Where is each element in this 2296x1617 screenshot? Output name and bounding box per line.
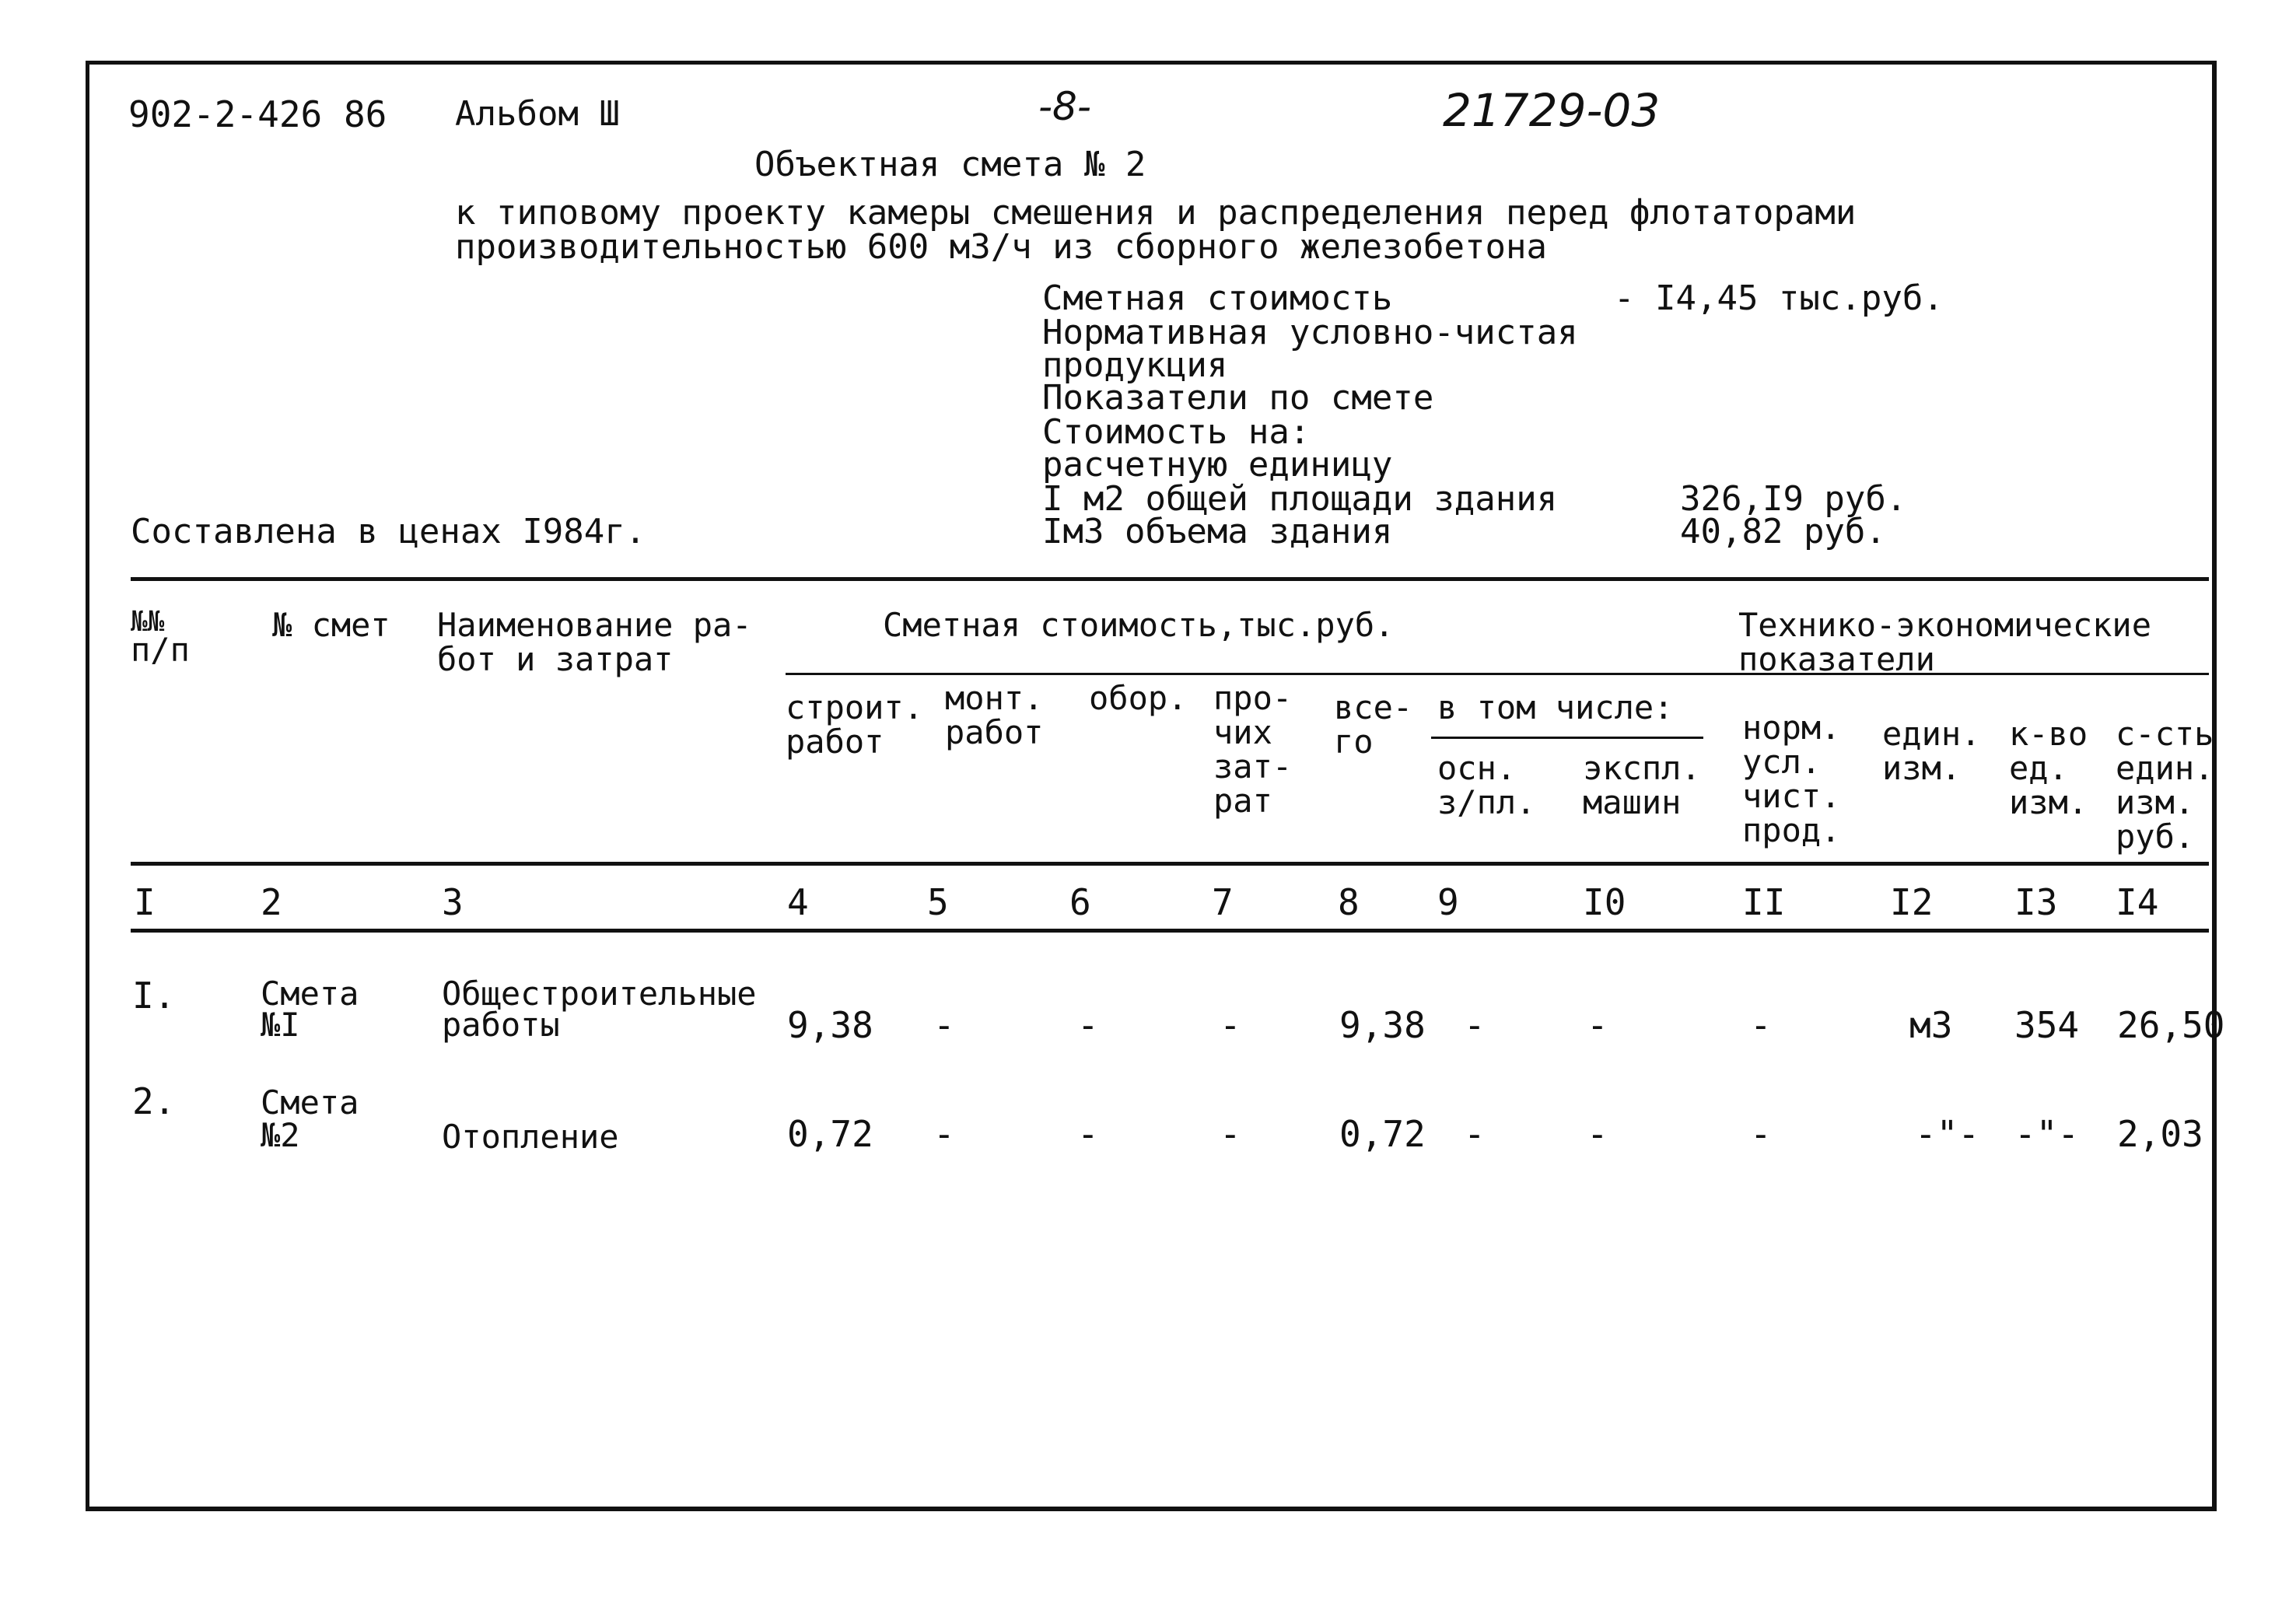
- row-mach: -: [1587, 1113, 1608, 1155]
- row-norm: -: [1750, 1004, 1772, 1046]
- unit-label: расчетную единицу: [1042, 445, 1393, 485]
- row-other: -: [1220, 1004, 1241, 1046]
- header-other-3: зат-: [1213, 747, 1293, 786]
- row-qty: 354: [2014, 1004, 2080, 1046]
- header-qty-2: ед.: [2009, 749, 2068, 787]
- header-ucost-2: един.: [2116, 749, 2214, 787]
- header-wage-1: осн.: [1437, 749, 1517, 787]
- project-description-line-1: к типовому проекту камеры смешения и распределения перед флотаторами: [455, 193, 1857, 233]
- row-unit: м3: [1909, 1004, 1953, 1046]
- header-unit-1: един.: [1882, 715, 1981, 753]
- header-total-1: все-: [1334, 688, 1413, 726]
- col-number: II: [1742, 881, 1786, 923]
- row-mach: -: [1587, 1004, 1608, 1046]
- header-norm-4: прод.: [1742, 811, 1841, 849]
- header-ucost-1: с-сть: [2116, 715, 2214, 753]
- header-cost-group: Сметная стоимость,тыс.руб.: [883, 606, 1395, 644]
- cost-value: - I4,45 тыс.руб.: [1614, 278, 1944, 318]
- album-label: Альбом Ш: [455, 94, 620, 134]
- row-estimate-1: Смета: [261, 975, 359, 1013]
- col-number: I2: [1890, 881, 1934, 923]
- header-name-2: бот и затрат: [437, 640, 674, 678]
- header-mach-1: экспл.: [1583, 749, 1701, 787]
- row-other: -: [1220, 1113, 1241, 1155]
- row-equip: -: [1077, 1113, 1099, 1155]
- column-numbers-rule: [131, 929, 2209, 933]
- row-wage: -: [1464, 1113, 1486, 1155]
- cost-group-rule: [786, 673, 2209, 675]
- header-norm-1: норм.: [1742, 709, 1841, 747]
- doc-number: 21729-03: [1443, 84, 1661, 137]
- col-number: I0: [1583, 881, 1626, 923]
- table-top-rule: [131, 577, 2209, 581]
- row-estimate-2: №I: [261, 1006, 300, 1044]
- header-other-1: про-: [1213, 679, 1293, 717]
- header-other-2: чих: [1213, 713, 1272, 751]
- cost-per-label: Стоимость на:: [1042, 412, 1311, 452]
- header-bottom-rule: [131, 862, 2209, 866]
- row-unit-cost: 2,03: [2117, 1113, 2203, 1155]
- row-total: 0,72: [1339, 1113, 1426, 1155]
- row-mount: -: [933, 1004, 955, 1046]
- col-number: I: [134, 881, 156, 923]
- col-number: 2: [261, 881, 282, 923]
- indicators-label: Показатели по смете: [1042, 378, 1434, 418]
- header-ucost-4: руб.: [2116, 817, 2195, 856]
- row-estimate-1: Смета: [261, 1083, 359, 1122]
- header-ucost-3: изм.: [2116, 783, 2195, 821]
- row-name-1: Отопление: [442, 1118, 619, 1156]
- header-tech-1: Технико-экономические: [1738, 606, 2152, 644]
- norm-label-2: продукция: [1042, 345, 1228, 385]
- row-build: 0,72: [787, 1113, 873, 1155]
- area-label: I м2 общей площади здания: [1042, 479, 1558, 519]
- cost-label: Сметная стоимость: [1042, 278, 1393, 318]
- row-name-2: работы: [442, 1006, 560, 1044]
- col-number: 8: [1338, 881, 1360, 923]
- volume-label: Iм3 объема здания: [1042, 512, 1393, 551]
- col-number: 7: [1212, 881, 1234, 923]
- col-number: 3: [442, 881, 464, 923]
- header-wage-2: з/пл.: [1437, 783, 1536, 821]
- row-build: 9,38: [787, 1004, 873, 1046]
- col-number: 4: [787, 881, 809, 923]
- header-estimate: № смет: [272, 606, 390, 644]
- col-number: 5: [927, 881, 949, 923]
- volume-value: 40,82 руб.: [1680, 512, 1886, 551]
- header-qty-1: к-во: [2009, 715, 2088, 753]
- col-number: I3: [2014, 881, 2058, 923]
- project-description-line-2: производительностью 600 м3/ч из сборного железобетона: [455, 227, 1547, 267]
- header-mount-2: работ: [945, 713, 1044, 751]
- page-number: -8-: [1038, 84, 1091, 129]
- col-number: 6: [1069, 881, 1091, 923]
- project-code: 902-2-426 86: [128, 93, 387, 135]
- header-norm-3: чист.: [1742, 777, 1841, 815]
- row-wage: -: [1464, 1004, 1486, 1046]
- header-mount-1: монт.: [945, 679, 1044, 717]
- row-mount: -: [933, 1113, 955, 1155]
- row-name-1: Общестроительные: [442, 975, 757, 1013]
- row-num: 2.: [132, 1080, 176, 1122]
- header-num-1: №№: [131, 606, 165, 638]
- header-other-4: рат: [1213, 782, 1272, 820]
- row-num: I.: [132, 975, 176, 1017]
- row-qty: -"-: [2014, 1113, 2080, 1155]
- area-value: 326,I9 руб.: [1680, 479, 1907, 519]
- header-name-1: Наименование ра-: [437, 606, 752, 644]
- row-total: 9,38: [1339, 1004, 1426, 1046]
- col-number: 9: [1437, 881, 1459, 923]
- header-num-2: п/п: [131, 631, 190, 669]
- header-qty-3: изм.: [2009, 783, 2088, 821]
- row-unit: -"-: [1915, 1113, 1980, 1155]
- header-tech-2: показатели: [1738, 640, 1935, 678]
- estimate-title: Объектная смета № 2: [754, 145, 1146, 184]
- header-build-2: работ: [786, 723, 884, 761]
- row-equip: -: [1077, 1004, 1099, 1046]
- row-unit-cost: 26,50: [2117, 1004, 2225, 1046]
- header-equip: обор.: [1089, 679, 1188, 717]
- norm-label-1: Нормативная условно-чистая: [1042, 313, 1578, 352]
- header-incl: в том числе:: [1437, 688, 1674, 726]
- row-estimate-2: №2: [261, 1116, 300, 1154]
- header-unit-2: изм.: [1882, 749, 1962, 787]
- prices-note: Составлена в ценах I984г.: [131, 512, 646, 551]
- incl-rule: [1431, 737, 1703, 739]
- col-number: I4: [2116, 881, 2159, 923]
- header-total-2: го: [1334, 723, 1374, 761]
- header-mach-2: машин: [1583, 783, 1682, 821]
- header-build-1: строит.: [786, 688, 924, 726]
- header-norm-2: усл.: [1742, 743, 1822, 781]
- row-norm: -: [1750, 1113, 1772, 1155]
